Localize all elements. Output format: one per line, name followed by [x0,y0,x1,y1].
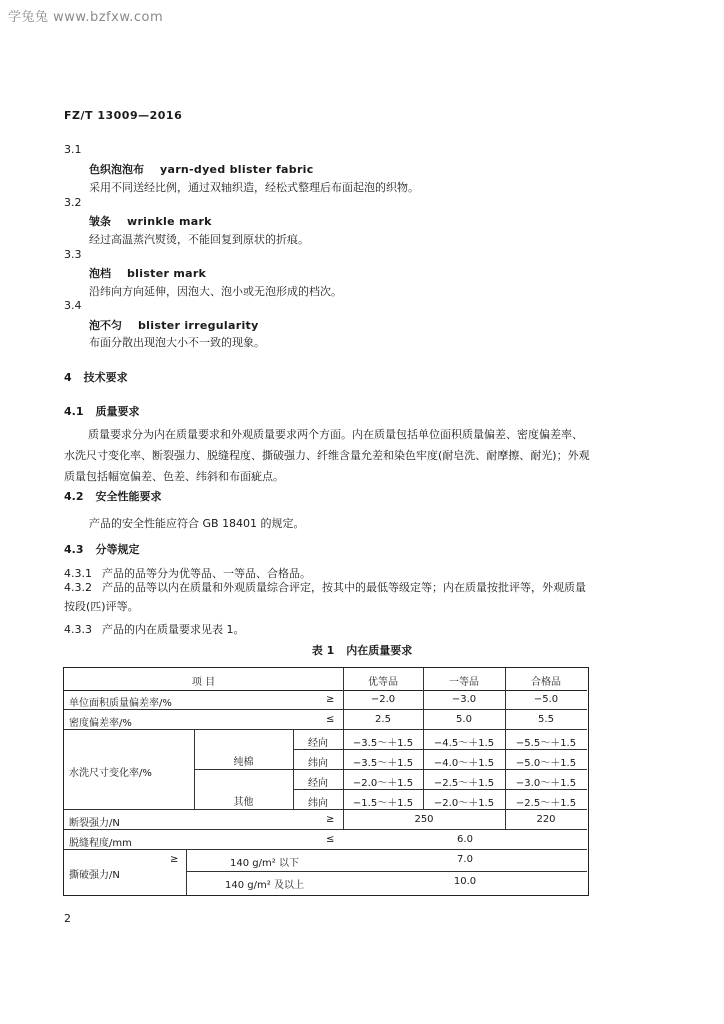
table-rule [64,829,587,830]
table-rule [293,789,587,790]
value-cell: 220 [536,814,556,825]
table-rule [186,871,587,872]
value-cell: −5.0～＋1.5 [515,758,577,769]
page-number: 2 [64,912,71,925]
clause-4-3-3 [64,621,245,637]
fabric-group-label: 纯棉 [233,757,254,768]
subsection-number: 4.3 [64,543,84,556]
value-cell: −3.0 [451,694,477,705]
row-label: 撕破强力/N [69,870,120,881]
header-premium-grade: 优等品 [368,677,398,688]
term-definition: 沿纬向方向延伸，因泡大、泡小或无泡形成的档次。 [89,285,342,298]
standard-code: FZ/T 13009—2016 [64,109,183,122]
row-label: 单位面积质量偏差率/% [69,698,172,709]
quality-requirements-text: 质量要求分为内在质量要求和外观质量要求两个方面。内在质量包括单位面积质量偏差、密度偏差率、水洗尺寸变化率、断裂强力、脱缝程度、撕破强力、纤维含量允差和染色牢度(耐皂洗、耐摩擦、耐光)；外观质量包括幅宽偏差、色差、纬斜和布面疵点。 [64,428,590,483]
clause-number: 4.3.2 [64,581,92,594]
value-cell: 7.0 [457,854,473,865]
table-rule [64,729,587,730]
subsection-number: 4.1 [64,405,84,418]
table-rule [194,769,587,770]
value-cell: −3.5～＋1.5 [352,738,414,749]
value-cell: 2.5 [375,714,391,725]
value-cell: −2.5～＋1.5 [515,798,577,809]
value-cell: −4.5～＋1.5 [433,738,495,749]
term-name [89,265,206,281]
term-number: 3.3 [64,248,82,261]
value-cell: −2.0～＋1.5 [433,798,495,809]
direction-label: 经向 [308,778,328,789]
value-cell: 250 [414,814,434,825]
header-qualified-grade: 合格品 [531,677,561,688]
table-rule [293,749,587,750]
subsection-number: 4.2 [64,490,84,503]
value-cell: −2.0 [370,694,396,705]
term-en: blister mark [127,267,207,280]
term-cn: 色织泡泡布 [89,163,144,176]
subsection-heading [64,403,140,419]
comparison-sign: ≥ [326,694,335,705]
value-cell: −5.5～＋1.5 [515,738,577,749]
comparison-sign: ≤ [326,714,335,725]
term-number: 3.4 [64,299,82,312]
section-heading [64,369,128,385]
term-en: wrinkle mark [127,215,212,228]
term-definition: 经过高温蒸汽熨烫，不能回复到原状的折痕。 [89,233,309,246]
value-cell: 5.0 [456,714,472,725]
section-title: 技术要求 [83,371,128,384]
term-number: 3.2 [64,196,82,209]
subsection-title: 安全性能要求 [95,490,162,503]
table-number: 表 1 [311,644,335,657]
comparison-sign: ≥ [326,814,335,825]
comparison-sign: ≤ [326,834,335,845]
subsection-title: 分等规定 [95,543,140,556]
header-first-grade: 一等品 [449,677,479,688]
value-cell: −2.0～＋1.5 [352,778,414,789]
quality-requirements-table [63,667,589,896]
condition-label: 140 g/m² 以下 [230,858,299,869]
value-cell: 5.5 [538,714,554,725]
table-rule [64,809,587,810]
row-label: 密度偏差率/% [69,718,132,729]
clause-number: 4.3.1 [64,567,92,580]
table-rule [64,709,587,710]
term-name [89,317,259,333]
subsection-title: 质量要求 [95,405,140,418]
table-caption [0,642,724,658]
clause-text: 产品的品等分为优等品、一等品、合格品。 [102,567,311,580]
value-cell: 10.0 [453,876,477,887]
fabric-group-label: 其他 [233,797,254,808]
term-cn: 泡档 [89,267,111,280]
term-number: 3.1 [64,143,82,156]
term-en: yarn-dyed blister fabric [160,163,314,176]
direction-label: 经向 [308,738,328,749]
term-definition: 布面分散出现泡大小不一致的现象。 [89,336,265,349]
safety-requirements-text: 产品的安全性能应符合 GB 18401 的规定。 [89,517,305,530]
comparison-sign: ≥ [170,854,179,865]
header-item: 项 目 [191,677,216,688]
term-name [89,213,212,229]
clause-4-3-2 [64,578,590,616]
clause-text: 产品的品等以内在质量和外观质量综合评定，按其中的最低等级定等；内在质量按批评等，外观质量按段(匹)评等。 [64,581,586,613]
table-rule [64,849,587,850]
value-cell: 6.0 [457,834,473,845]
term-cn: 皱条 [89,215,111,228]
term-cn: 泡不匀 [89,319,122,332]
row-label: 水洗尺寸变化率/% [69,768,152,779]
value-cell: −5.0 [533,694,559,705]
section-number: 4 [64,371,72,384]
clause-text: 产品的内在质量要求见表 1。 [102,623,245,636]
value-cell: −3.0～＋1.5 [515,778,577,789]
value-cell: −2.5～＋1.5 [433,778,495,789]
subsection-heading [64,488,162,504]
table-rule [64,690,587,691]
value-cell: −1.5～＋1.5 [352,798,414,809]
condition-label: 140 g/m² 及以上 [225,880,304,891]
table-title: 内在质量要求 [346,644,413,657]
watermark: 学兔兔 www.bzfxw.com [8,10,164,25]
value-cell: −4.0～＋1.5 [433,758,495,769]
subsection-heading [64,541,140,557]
value-cell: −3.5～＋1.5 [352,758,414,769]
term-en: blister irregularity [138,319,259,332]
row-label: 脱缝程度/mm [69,838,132,849]
direction-label: 纬向 [308,798,328,809]
direction-label: 纬向 [308,758,328,769]
row-label: 断裂强力/N [69,818,120,829]
term-definition: 采用不同送经比例，通过双轴织造，经松式整理后布面起泡的织物。 [89,181,419,194]
clause-number: 4.3.3 [64,623,92,636]
term-name [89,161,314,177]
